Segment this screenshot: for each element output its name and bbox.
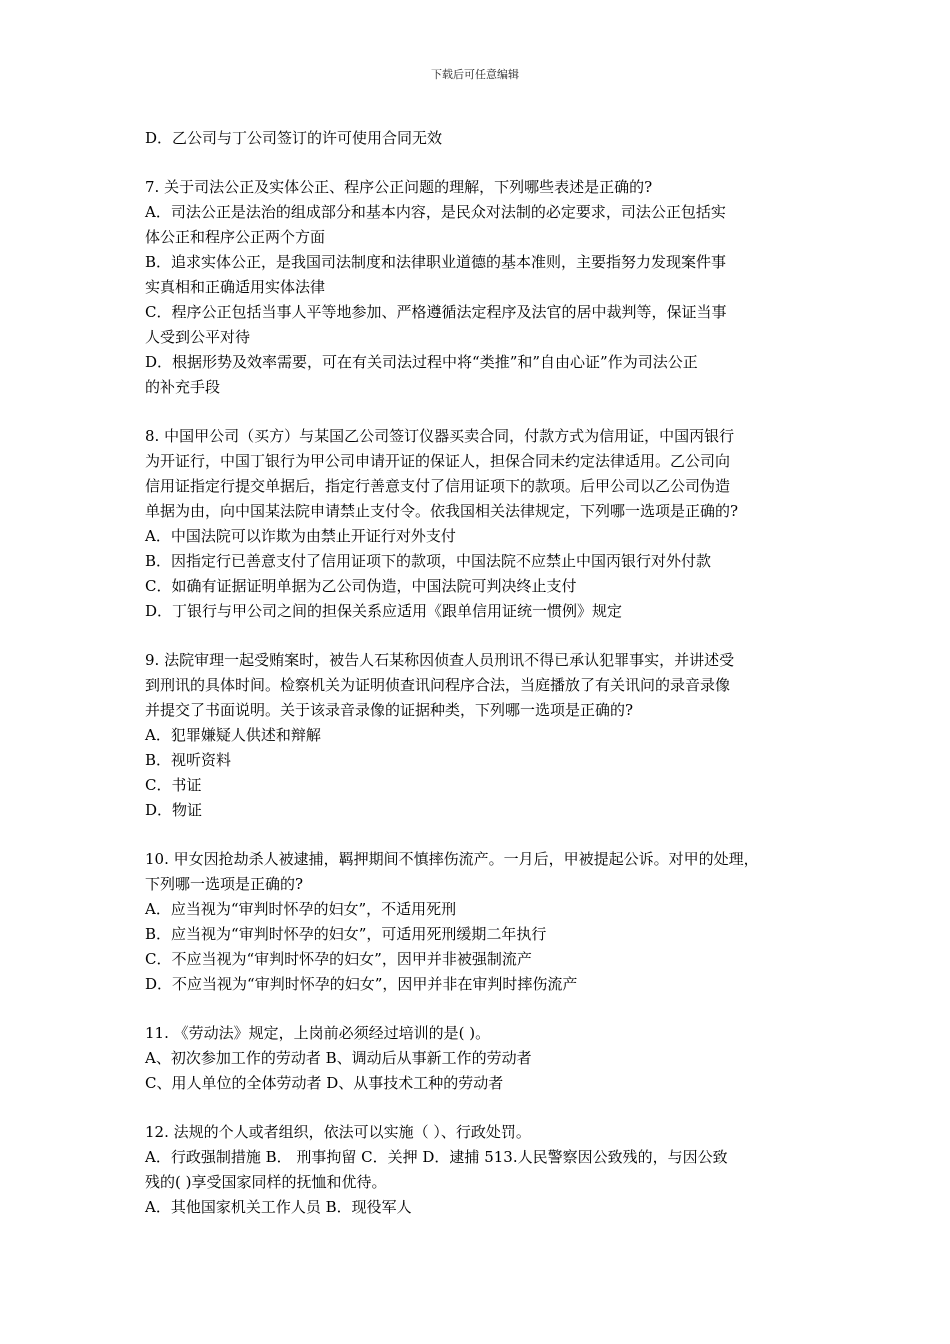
question-10 <box>145 847 817 997</box>
option-b-cont: 实真相和正确适用实体法律 <box>145 278 326 296</box>
question-8 <box>145 424 817 624</box>
option-a: A．中国法院可以诈欺为由禁止开证行对外支付 <box>145 527 456 545</box>
option-d: D．不应当视为“审判时怀孕的妇女”，因甲并非在审判时摔伤流产 <box>145 975 578 993</box>
option-b: B．应当视为“审判时怀孕的妇女”，可适用死刑缓期二年执行 <box>145 925 547 943</box>
question-stem-cont: 单据为由，向中国某法院申请禁止支付令。依我国相关法律规定，下列哪一选项是正确的? <box>145 502 739 520</box>
option-d: D．丁银行与甲公司之间的担保关系应适用《跟单信用证统一惯例》规定 <box>145 602 623 620</box>
option-d: D．根据形势及效率需要，可在有关司法过程中将“类推”和”自由心证”作为司法公正 <box>145 353 698 371</box>
options-line: A．行政强制措施 B． 刑事拘留 C．关押 D．逮捕 513.人民警察因公致残的，与因公致 <box>145 1148 728 1166</box>
question-9 <box>145 648 817 823</box>
document-body <box>145 126 817 1244</box>
question-11 <box>145 1021 817 1096</box>
option-c: C．书证 <box>145 776 202 794</box>
option-b: B．追求实体公正，是我国司法制度和法律职业道德的基本准则，主要指努力发现案件事 <box>145 253 727 271</box>
option-b: B．因指定行已善意支付了信用证项下的款项，中国法院不应禁止中国丙银行对外付款 <box>145 552 712 570</box>
question-stem-cont: 到刑讯的具体时间。检察机关为证明侦查讯问程序合法，当庭播放了有关讯问的录音录像 <box>145 676 731 694</box>
option-d: D．物证 <box>145 801 203 819</box>
option-a-cont: 体公正和程序公正两个方面 <box>145 228 326 246</box>
options-ab: A、初次参加工作的劳动者 B、调动后从事新工作的劳动者 <box>145 1049 532 1067</box>
options-cd: C、用人单位的全体劳动者 D、从事技术工种的劳动者 <box>145 1074 504 1092</box>
option-a: A．犯罪嫌疑人供述和辩解 <box>145 726 321 744</box>
option-c: C．程序公正包括当事人平等地参加、严格遵循法定程序及法官的居中裁判等，保证当事 <box>145 303 727 321</box>
page-header: 下载后可任意编辑 <box>431 68 519 81</box>
question-stem: 8. 中国甲公司（买方）与某国乙公司签订仪器买卖合同，付款方式为信用证，中国丙银行 <box>145 427 735 445</box>
question-stem: 12. 法规的个人或者组织，依法可以实施（ ）、行政处罚。 <box>145 1123 531 1141</box>
question-stem-cont: 为开证行，中国丁银行为甲公司申请开证的保证人，担保合同未约定法律适用。乙公司向 <box>145 452 731 470</box>
question-7 <box>145 175 817 400</box>
option-c: C．不应当视为“审判时怀孕的妇女”，因甲并非被强制流产 <box>145 950 532 968</box>
option-d: D．乙公司与丁公司签订的许可使用合同无效 <box>145 129 443 147</box>
question-stem-cont: 信用证指定行提交单据后，指定行善意支付了信用证项下的款项。后甲公司以乙公司伪造 <box>145 477 731 495</box>
question-stem: 9. 法院审理一起受贿案时，被告人石某称因侦查人员刑讯不得已承认犯罪事实，并讲述受 <box>145 651 735 669</box>
option-a: A．应当视为“审判时怀孕的妇女”，不适用死刑 <box>145 900 457 918</box>
option-c-cont: 人受到公平对待 <box>145 328 251 346</box>
question-stem: 7. 关于司法公正及实体公正、程序公正问题的理解，下列哪些表述是正确的? <box>145 178 653 196</box>
question-stem: 10. 甲女因抢劫杀人被逮捕，羁押期间不慎摔伤流产。一月后，甲被提起公诉。对甲的处理， <box>145 850 759 868</box>
question-stem-cont: 并提交了书面说明。关于该录音录像的证据种类，下列哪一选项是正确的? <box>145 701 634 719</box>
option-a: A．司法公正是法治的组成部分和基本内容，是民众对法制的必定要求，司法公正包括实 <box>145 203 726 221</box>
question-513-stem-cont: 残的( )享受国家同样的抚恤和优待。 <box>145 1173 387 1191</box>
question-12 <box>145 1120 817 1220</box>
question-stem: 11. 《劳动法》规定，上岗前必须经过培训的是( )。 <box>145 1024 491 1042</box>
option-c: C．如确有证据证明单据为乙公司伪造，中国法院可判决终止支付 <box>145 577 577 595</box>
option-b: B．视听资料 <box>145 751 232 769</box>
option-d-cont: 的补充手段 <box>145 378 221 396</box>
options-ab: A．其他国家机关工作人员 B．现役军人 <box>145 1198 412 1216</box>
question-stem-cont: 下列哪一选项是正确的? <box>145 875 304 893</box>
question-6-tail <box>145 126 817 151</box>
